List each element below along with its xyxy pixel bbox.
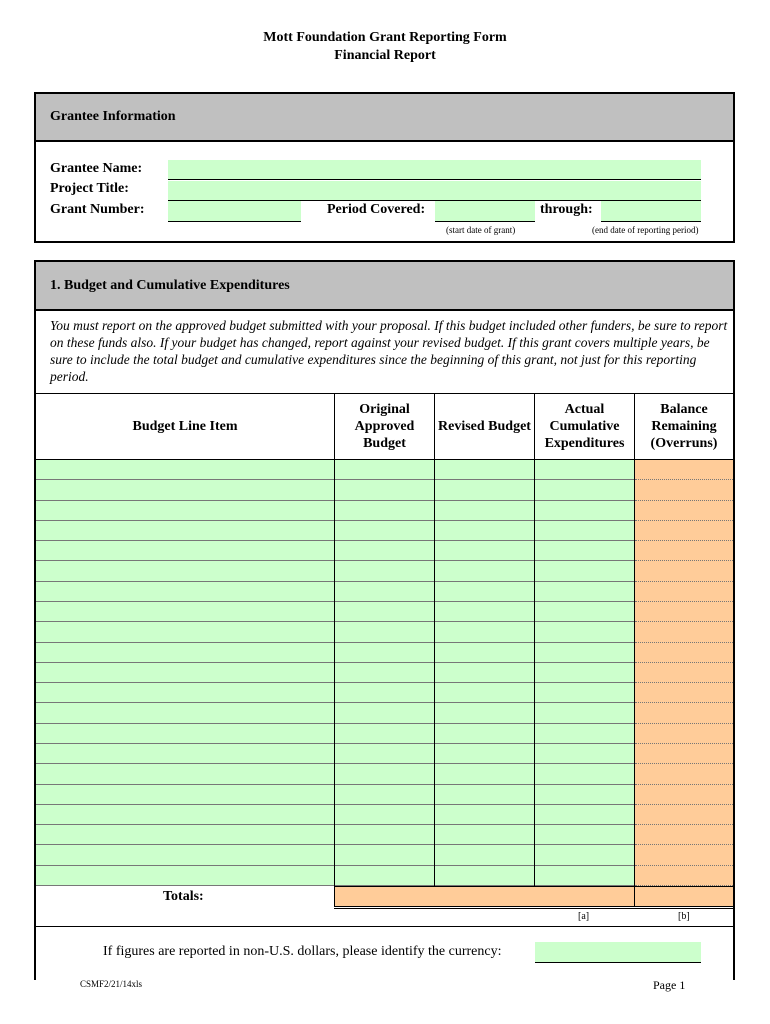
form-code: CSMF2/21/14xls (80, 979, 143, 989)
balance-remaining-cell (635, 582, 733, 602)
revised-budget-cell[interactable] (435, 480, 534, 500)
original-budget-cell[interactable] (335, 845, 434, 865)
totals-label: Totals: (163, 889, 204, 904)
revised-budget-cell[interactable] (435, 785, 534, 805)
original-budget-cell[interactable] (335, 622, 434, 642)
currency-field[interactable] (535, 942, 701, 963)
col-header-revised-budget: Revised Budget (438, 419, 531, 434)
line-item-cell[interactable] (36, 744, 334, 764)
table-row (36, 703, 733, 723)
period-start-field[interactable] (435, 201, 535, 222)
totals-mid-border (334, 906, 734, 907)
table-row (36, 825, 733, 845)
balance-remaining-cell (635, 683, 733, 703)
actual-expenditures-cell[interactable] (535, 541, 634, 561)
col-divider (534, 394, 535, 907)
budget-header: 1. Budget and Cumulative Expenditures (36, 262, 733, 311)
original-budget-cell[interactable] (335, 744, 434, 764)
revised-budget-cell[interactable] (435, 703, 534, 723)
balance-remaining-cell (635, 602, 733, 622)
original-budget-cell[interactable] (335, 602, 434, 622)
original-budget-cell[interactable] (335, 764, 434, 784)
actual-expenditures-cell[interactable] (535, 764, 634, 784)
line-item-cell[interactable] (36, 521, 334, 541)
balance-remaining-cell (635, 622, 733, 642)
revised-budget-cell[interactable] (435, 460, 534, 480)
table-row (36, 480, 733, 500)
project-title-label: Project Title: (50, 181, 129, 196)
revised-budget-cell[interactable] (435, 541, 534, 561)
balance-remaining-cell (635, 501, 733, 521)
totals-orange-cells (335, 887, 634, 906)
col-divider (634, 394, 635, 907)
balance-remaining-cell (635, 785, 733, 805)
actual-expenditures-cell[interactable] (535, 805, 634, 825)
line-item-cell[interactable] (36, 622, 334, 642)
balance-remaining-cell (635, 643, 733, 663)
revised-budget-cell[interactable] (435, 805, 534, 825)
table-row (36, 561, 733, 581)
line-item-cell[interactable] (36, 460, 334, 480)
grantee-info-header: Grantee Information (36, 94, 733, 142)
line-item-cell[interactable] (36, 703, 334, 723)
original-budget-cell[interactable] (335, 663, 434, 683)
line-item-cell[interactable] (36, 541, 334, 561)
grantee-name-label: Grantee Name: (50, 161, 143, 176)
original-budget-cell[interactable] (335, 805, 434, 825)
table-row (36, 582, 733, 602)
actual-expenditures-cell[interactable] (535, 460, 634, 480)
project-title-field[interactable] (168, 181, 701, 201)
budget-instructions: You must report on the approved budget submitted with your proposal. If this budget included other funders, be sure to report on these funds also. If your budget has changed, report against your revised budget. If this grant covers multiple years, be sure to include the total budget and cumulative expenditures since the beginning of this grant, not just for this reporting period. (50, 318, 728, 384)
form-subtitle: Financial Report (334, 48, 436, 63)
revised-budget-cell[interactable] (435, 602, 534, 622)
original-budget-cell[interactable] (335, 785, 434, 805)
col-divider (434, 394, 435, 907)
actual-expenditures-cell[interactable] (535, 521, 634, 541)
line-item-cell[interactable] (36, 582, 334, 602)
balance-remaining-cell (635, 724, 733, 744)
line-item-cell[interactable] (36, 480, 334, 500)
table-row (36, 866, 733, 886)
original-budget-cell[interactable] (335, 866, 434, 886)
table-row (36, 845, 733, 865)
revised-budget-cell[interactable] (435, 582, 534, 602)
table-row (36, 805, 733, 825)
balance-remaining-cell (635, 521, 733, 541)
table-row (36, 785, 733, 805)
table-row (36, 602, 733, 622)
revised-budget-cell[interactable] (435, 683, 534, 703)
budget-table-body (36, 460, 733, 886)
balance-remaining-cell (635, 480, 733, 500)
note-a: [a] (578, 911, 590, 922)
table-row (36, 643, 733, 663)
grantee-name-field[interactable] (168, 160, 701, 180)
original-budget-cell[interactable] (335, 501, 434, 521)
revised-budget-cell[interactable] (435, 663, 534, 683)
col-header-original-budget: Original Approved Budget (354, 402, 415, 451)
balance-remaining-cell (635, 561, 733, 581)
actual-expenditures-cell[interactable] (535, 825, 634, 845)
balance-remaining-cell (635, 845, 733, 865)
grant-number-label: Grant Number: (50, 202, 145, 217)
totals-section-border (36, 926, 733, 927)
period-covered-label: Period Covered: (327, 202, 426, 217)
revised-budget-cell[interactable] (435, 501, 534, 521)
table-row (36, 663, 733, 683)
line-item-cell[interactable] (36, 805, 334, 825)
actual-expenditures-cell[interactable] (535, 683, 634, 703)
line-item-cell[interactable] (36, 643, 334, 663)
start-date-hint: (start date of grant) (446, 225, 516, 235)
revised-budget-cell[interactable] (435, 643, 534, 663)
actual-expenditures-cell[interactable] (535, 663, 634, 683)
balance-remaining-cell (635, 764, 733, 784)
note-b: [b] (678, 911, 690, 922)
form-title: Mott Foundation Grant Reporting Form (263, 30, 507, 45)
line-item-cell[interactable] (36, 663, 334, 683)
period-end-field[interactable] (601, 201, 701, 222)
table-row (36, 521, 733, 541)
original-budget-cell[interactable] (335, 643, 434, 663)
line-item-cell[interactable] (36, 845, 334, 865)
original-budget-cell[interactable] (335, 582, 434, 602)
table-row (36, 683, 733, 703)
currency-label: If figures are reported in non-U.S. dollars, please identify the currency: (103, 944, 502, 959)
revised-budget-cell[interactable] (435, 825, 534, 845)
balance-remaining-cell (635, 866, 733, 886)
actual-expenditures-cell[interactable] (535, 643, 634, 663)
actual-expenditures-cell[interactable] (535, 724, 634, 744)
original-budget-cell[interactable] (335, 460, 434, 480)
original-budget-cell[interactable] (335, 683, 434, 703)
table-row (36, 460, 733, 480)
revised-budget-cell[interactable] (435, 845, 534, 865)
line-item-cell[interactable] (36, 602, 334, 622)
actual-expenditures-cell[interactable] (535, 744, 634, 764)
revised-budget-cell[interactable] (435, 744, 534, 764)
table-row (36, 501, 733, 521)
revised-budget-cell[interactable] (435, 561, 534, 581)
balance-remaining-cell (635, 460, 733, 480)
original-budget-cell[interactable] (335, 541, 434, 561)
balance-remaining-cell (635, 825, 733, 845)
balance-remaining-cell (635, 805, 733, 825)
revised-budget-cell[interactable] (435, 764, 534, 784)
actual-expenditures-cell[interactable] (535, 480, 634, 500)
actual-expenditures-cell[interactable] (535, 501, 634, 521)
col-header-line-item: Budget Line Item (132, 419, 238, 434)
actual-expenditures-cell[interactable] (535, 602, 634, 622)
table-row (36, 764, 733, 784)
col-divider (334, 394, 335, 907)
original-budget-cell[interactable] (335, 561, 434, 581)
table-row (36, 622, 733, 642)
revised-budget-cell[interactable] (435, 724, 534, 744)
actual-expenditures-cell[interactable] (535, 845, 634, 865)
original-budget-cell[interactable] (335, 825, 434, 845)
original-budget-cell[interactable] (335, 521, 434, 541)
actual-expenditures-cell[interactable] (535, 622, 634, 642)
line-item-cell[interactable] (36, 785, 334, 805)
line-item-cell[interactable] (36, 683, 334, 703)
actual-expenditures-cell[interactable] (535, 582, 634, 602)
line-item-cell[interactable] (36, 764, 334, 784)
revised-budget-cell[interactable] (435, 622, 534, 642)
grant-number-field[interactable] (168, 201, 301, 222)
original-budget-cell[interactable] (335, 724, 434, 744)
col-header-balance-remaining: Balance Remaining (Overruns) (650, 402, 718, 451)
balance-remaining-cell (635, 703, 733, 723)
revised-budget-cell[interactable] (435, 521, 534, 541)
line-item-cell[interactable] (36, 866, 334, 886)
line-item-cell[interactable] (36, 724, 334, 744)
end-date-hint: (end date of reporting period) (592, 225, 699, 235)
total-balance-cell (635, 887, 733, 906)
line-item-cell[interactable] (36, 561, 334, 581)
revised-budget-cell[interactable] (435, 866, 534, 886)
totals-bottom-border (334, 908, 734, 909)
col-header-actual-expenditures: Actual Cumulative Expenditures (544, 402, 625, 451)
actual-expenditures-cell[interactable] (535, 561, 634, 581)
table-row (36, 744, 733, 764)
balance-remaining-cell (635, 744, 733, 764)
through-label: through: (540, 202, 593, 217)
table-row (36, 541, 733, 561)
table-row (36, 724, 733, 744)
line-item-cell[interactable] (36, 825, 334, 845)
actual-expenditures-cell[interactable] (535, 785, 634, 805)
balance-remaining-cell (635, 541, 733, 561)
line-item-cell[interactable] (36, 501, 334, 521)
page-number: Page 1 (653, 978, 686, 992)
balance-remaining-cell (635, 663, 733, 683)
actual-expenditures-cell[interactable] (535, 703, 634, 723)
actual-expenditures-cell[interactable] (535, 866, 634, 886)
original-budget-cell[interactable] (335, 480, 434, 500)
original-budget-cell[interactable] (335, 703, 434, 723)
